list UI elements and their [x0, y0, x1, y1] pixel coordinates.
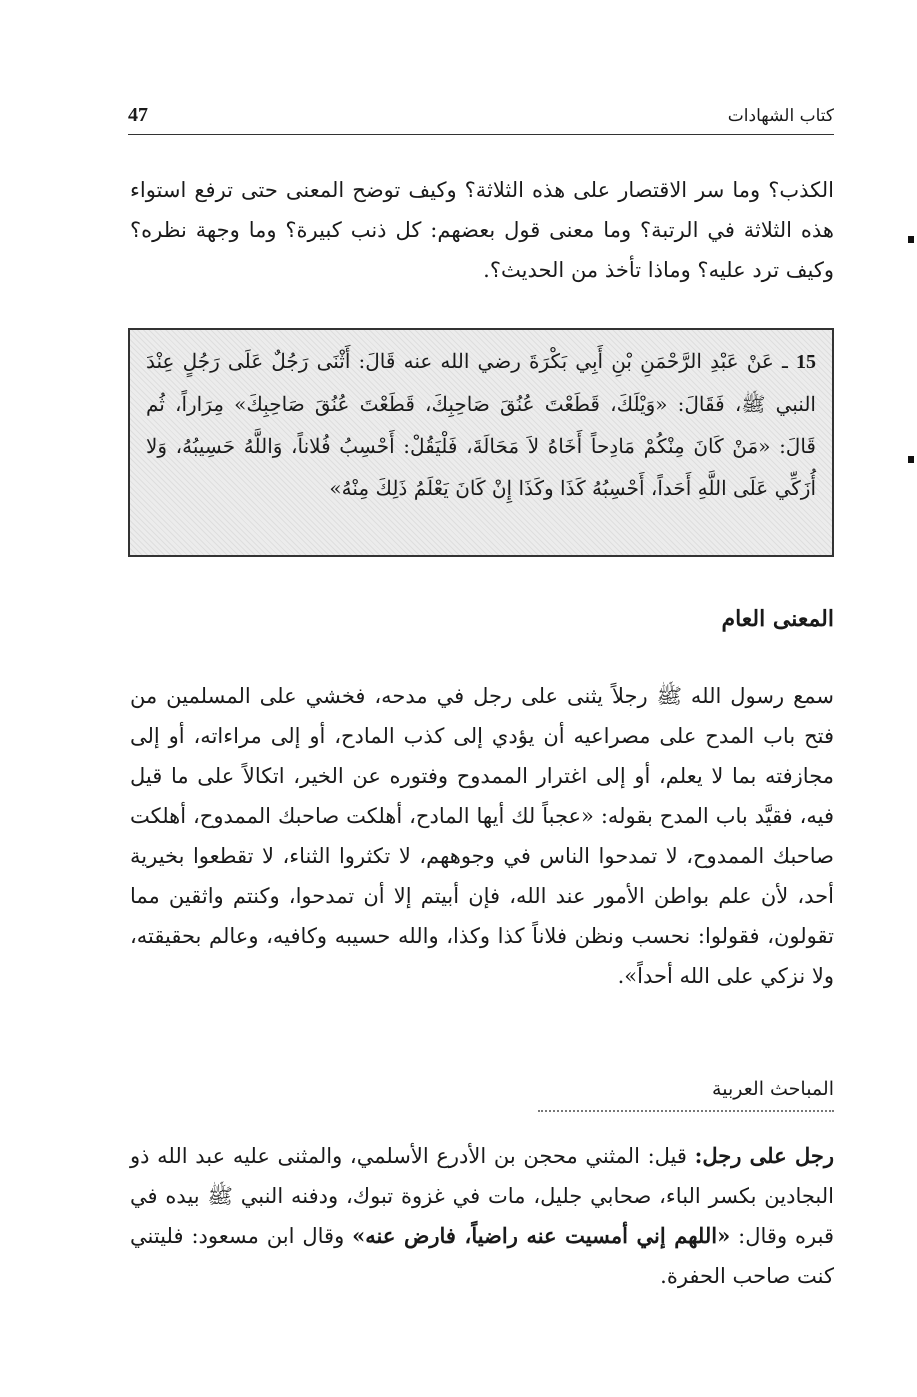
margin-mark [908, 236, 914, 243]
hadith-paragraph [146, 340, 816, 509]
arabic-studies-text-1: قيل: المثني محجن بن الأدرع الأسلمي، والمثنى عليه عبد الله ذو البجادين بكسر الباء، صحابي جليل، مات في غزوة تبوك، ودفنه النبي ﷺ بيده في قبره وقال: [130, 1144, 834, 1248]
general-meaning-heading: المعنى العام [721, 606, 834, 632]
arabic-studies-heading: المباحث العربية [712, 1078, 834, 1100]
hadith-number: 15 [796, 351, 816, 373]
general-meaning-paragraph: سمع رسول الله ﷺ رجلاً يثنى على رجل في مدحه، فخشي على المسلمين من فتح باب المدح على مصراعيه أن يؤدي إلى كذب المادح، أو إلى مراءاته، أو إلى مجازفته بما لا يعلم، أو إلى اغترار الممدوح وفتوره عن الخير، اتكالاً على ما قيل فيه، فقيَّد باب المدح بقوله: «عجباً لك أيها المادح، أهلكت صاحبك الممدوح، أهلكت صاحبك الممدوح، لا تمدحوا الناس في وجوههم، لا تكثروا الثناء، لا تقطعوا بخيرية أحد، لأن علم بواطن الأمور عند الله، فإن أبيتم إلا أن تمدحوا، وكنتم واثقين مما تقولون، فقولوا: نحسب ونظن فلاناً كذا وكذا، والله حسيبه وكافيه، وعالم بحقيقته، ولا نزكي على الله أحداً». [130, 684, 834, 988]
arabic-studies-text-2: وقال ابن مسعود: فليتني كنت صاحب الحفرة. [130, 1224, 834, 1288]
page-number: 47 [128, 104, 148, 126]
hadith-box [128, 328, 834, 557]
arabic-studies-paragraph [130, 1136, 834, 1296]
margin-mark [908, 456, 914, 463]
term-label: رجل على رجل: [694, 1143, 834, 1168]
questions-paragraph: الكذب؟ وما سر الاقتصار على هذه الثلاثة؟ وكيف توضح المعنى حتى ترفع استواء هذه الثلاثة في الرتبة؟ وما معنى قول بعضهم: كل ذنب كبيرة؟ وما وجهة نظره؟ وكيف ترد عليه؟ وماذا تأخذ من الحديث؟. [130, 178, 834, 282]
running-header [128, 100, 834, 135]
prayer-quote: «اللهم إني أمسيت عنه راضياً، فارض عنه» [352, 1223, 731, 1248]
book-title: كتاب الشهادات [727, 106, 834, 126]
dotted-divider [538, 1110, 834, 1112]
hadith-text: ـ عَنْ عَبْدِ الرَّحْمَنِ بْنِ أَبِي بَكْرَةَ رضي الله عنه قَالَ: أَثْنَى رَجُلٌ عَلَى رَجُلٍ عِنْدَ النبي ﷺ، فَقَالَ: «وَيْلَكَ، قَطَعْتَ عُنُقَ صَاحِبِكَ، قَطَعْتَ عُنُقَ صَاحِبِكَ» مِرَاراً، ثُم قَالَ: «مَنْ كَانَ مِنْكُمْ مَادِحاً أَخَاهُ لاَ مَحَالَةَ، فَلْيَقُلْ: أَحْسِبُ فُلاناً، وَاللَّهُ حَسِيبُهُ، وَلا أُزَكِّي عَلَى اللَّهِ أَحَداً، أَحْسِبُهُ كَذَا وكَذَا إِنْ كَانَ يَعْلَمُ ذَلِكَ مِنْهُ» [146, 349, 816, 500]
